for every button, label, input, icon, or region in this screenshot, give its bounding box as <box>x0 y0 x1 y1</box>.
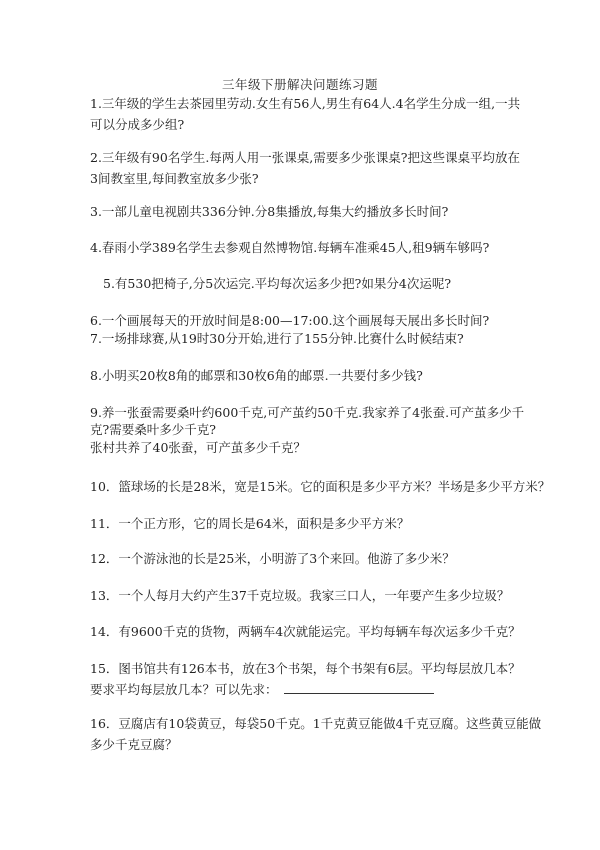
answer-blank <box>284 680 434 694</box>
question-3 <box>90 201 530 222</box>
question-16 <box>90 713 542 755</box>
question-2-line2: 3间教室里,每间教室放多少张? <box>90 171 259 186</box>
question-5-line1: 5.有530把椅子,分5次运完.平均每次运多少把?如果分4次运呢? <box>103 276 452 291</box>
question-1-line1: 1.三年级的学生去茶园里劳动.女生有56人,男生有64人.4名学生分成一组,一共 <box>90 96 521 111</box>
question-9-line2: 克?需要桑叶多少千克? <box>90 422 216 437</box>
question-13 <box>90 585 530 606</box>
question-9-line3: 张村共养了40张蚕，可产茧多少千克？ <box>90 440 306 455</box>
question-5 <box>103 273 543 294</box>
question-1 <box>90 93 530 135</box>
question-8 <box>90 365 530 386</box>
question-15-line2: 要求平均每层放几本？可以先求： <box>90 682 278 697</box>
question-11 <box>90 513 530 534</box>
question-6-line1: 6.一个画展每天的开放时间是8:00—17:00.这个画展每天展出多长时间? <box>90 313 490 328</box>
question-4-line1: 4.春雨小学389名学生去参观自然博物馆.每辆车准乘45人,租9辆车够吗? <box>90 240 490 255</box>
question-7 <box>90 328 530 349</box>
question-9-line1: 9.养一张蚕需要桑叶约600千克,可产茧约50千克.我家养了4张蚕.可产茧多少千 <box>90 405 525 420</box>
question-14-line1: 14．有9600千克的货物，两辆车4次就能运完。平均每辆车每次运多少千克？ <box>90 624 521 639</box>
question-15-line1: 15．图书馆共有126本书，放在3个书架，每个书架有6层。平均每层放几本？ <box>90 661 521 676</box>
question-2-line1: 2.三年级有90名学生.每两人用一张课桌,需要多少张课桌?把这些课桌平均放在 <box>90 150 520 165</box>
question-10-line1: 10．篮球场的长是28米，宽是15米。它的面积是多少平方米？半场是多少平方米？ <box>90 479 551 494</box>
question-4 <box>90 237 530 258</box>
question-15 <box>90 658 530 700</box>
question-7-line1: 7.一场排球赛,从19时30分开始,进行了155分钟.比赛什么时候结束? <box>90 331 464 346</box>
question-12-line1: 12．一个游泳池的长是25米，小明游了3个来回。他游了多少米？ <box>90 551 455 566</box>
question-10 <box>90 476 551 497</box>
question-9 <box>90 402 530 458</box>
question-1-line2: 可以分成多少组? <box>90 117 185 132</box>
question-12 <box>90 548 530 569</box>
question-13-line1: 13．一个人每月大约产生37千克垃圾。我家三口人，一年要产生多少垃圾？ <box>90 588 510 603</box>
question-11-line1: 11．一个正方形，它的周长是64米，面积是多少平方米？ <box>90 516 410 531</box>
worksheet-title: 三年级下册解决问题练习题 <box>221 77 378 92</box>
question-3-line1: 3.一部儿童电视剧共336分钟.分8集播放,每集大约播放多长时间? <box>90 204 449 219</box>
question-14 <box>90 621 530 642</box>
question-15-line2-wrap <box>90 679 530 700</box>
question-16-line2: 多少千克豆腐？ <box>90 737 178 752</box>
question-16-line1: 16．豆腐店有10袋黄豆，每袋50千克。1千克黄豆能做4千克豆腐。这些黄豆能做 <box>90 716 542 731</box>
question-2 <box>90 147 530 189</box>
question-8-line1: 8.小明买20枚8角的邮票和30枚6角的邮票.一共要付多少钱? <box>90 368 423 383</box>
